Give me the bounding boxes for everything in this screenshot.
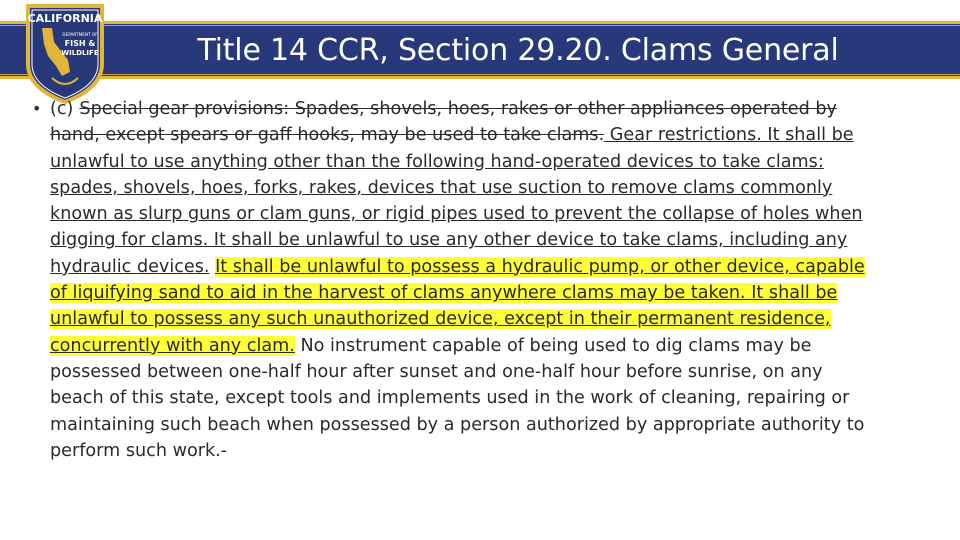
bullet-dot-icon: • bbox=[32, 99, 42, 118]
gold-border-bottom bbox=[0, 76, 960, 79]
svg-text:WILDLIFE: WILDLIFE bbox=[61, 49, 99, 57]
svg-text:DEPARTMENT OF: DEPARTMENT OF bbox=[62, 32, 98, 37]
slide-title: Title 14 CCR, Section 29.20. Clams General bbox=[197, 33, 839, 68]
added-text: Gear restrictions. It shall be unlawful to use anything other than the following hand-operated devices to take clams: spades, shovels, hoes, forks, rakes, devices that use suction to remove clams commonly known as slurp guns or clam guns, or rigid pipes used to prevent the collapse of holes when digging for clams. It shall be unlawful to use any other device to take clams, including any hydraulic devices. bbox=[50, 125, 863, 277]
svg-text:FISH &: FISH & bbox=[64, 39, 96, 48]
highlighted-added-text: It shall be unlawful to possess a hydraulic pump, or other device, capable of liquifying sand to aid in the harvest of clams anywhere clams may be taken. It shall be unlawful to possess any such unauthorized device, except in their permanent residence, concurrently with any clam. bbox=[50, 256, 865, 356]
regulation-paragraph bbox=[50, 96, 878, 464]
logo-text-california: CALIFORNIA bbox=[27, 12, 103, 25]
bullet-item bbox=[32, 96, 912, 464]
existing-text: No instrument capable of being used to dig clams may be possessed between one-half hour after sunset and one-half hour before sunrise, on any beach of this state, except tools and implements used in the work of cleaning, repairing or maintaining such beach when possessed by a person authorized by appropriate authority to perform such work.- bbox=[50, 335, 865, 461]
struck-text: Special gear provisions: Spades, shovels, hoes, rakes or other appliances operated by hand, except spears or gaff hooks, may be used to take clams. bbox=[50, 99, 837, 146]
gold-border-top bbox=[0, 21, 960, 24]
cdfw-logo bbox=[22, 2, 108, 106]
subsection-label: (c) bbox=[50, 99, 74, 119]
slide-content bbox=[32, 96, 912, 464]
